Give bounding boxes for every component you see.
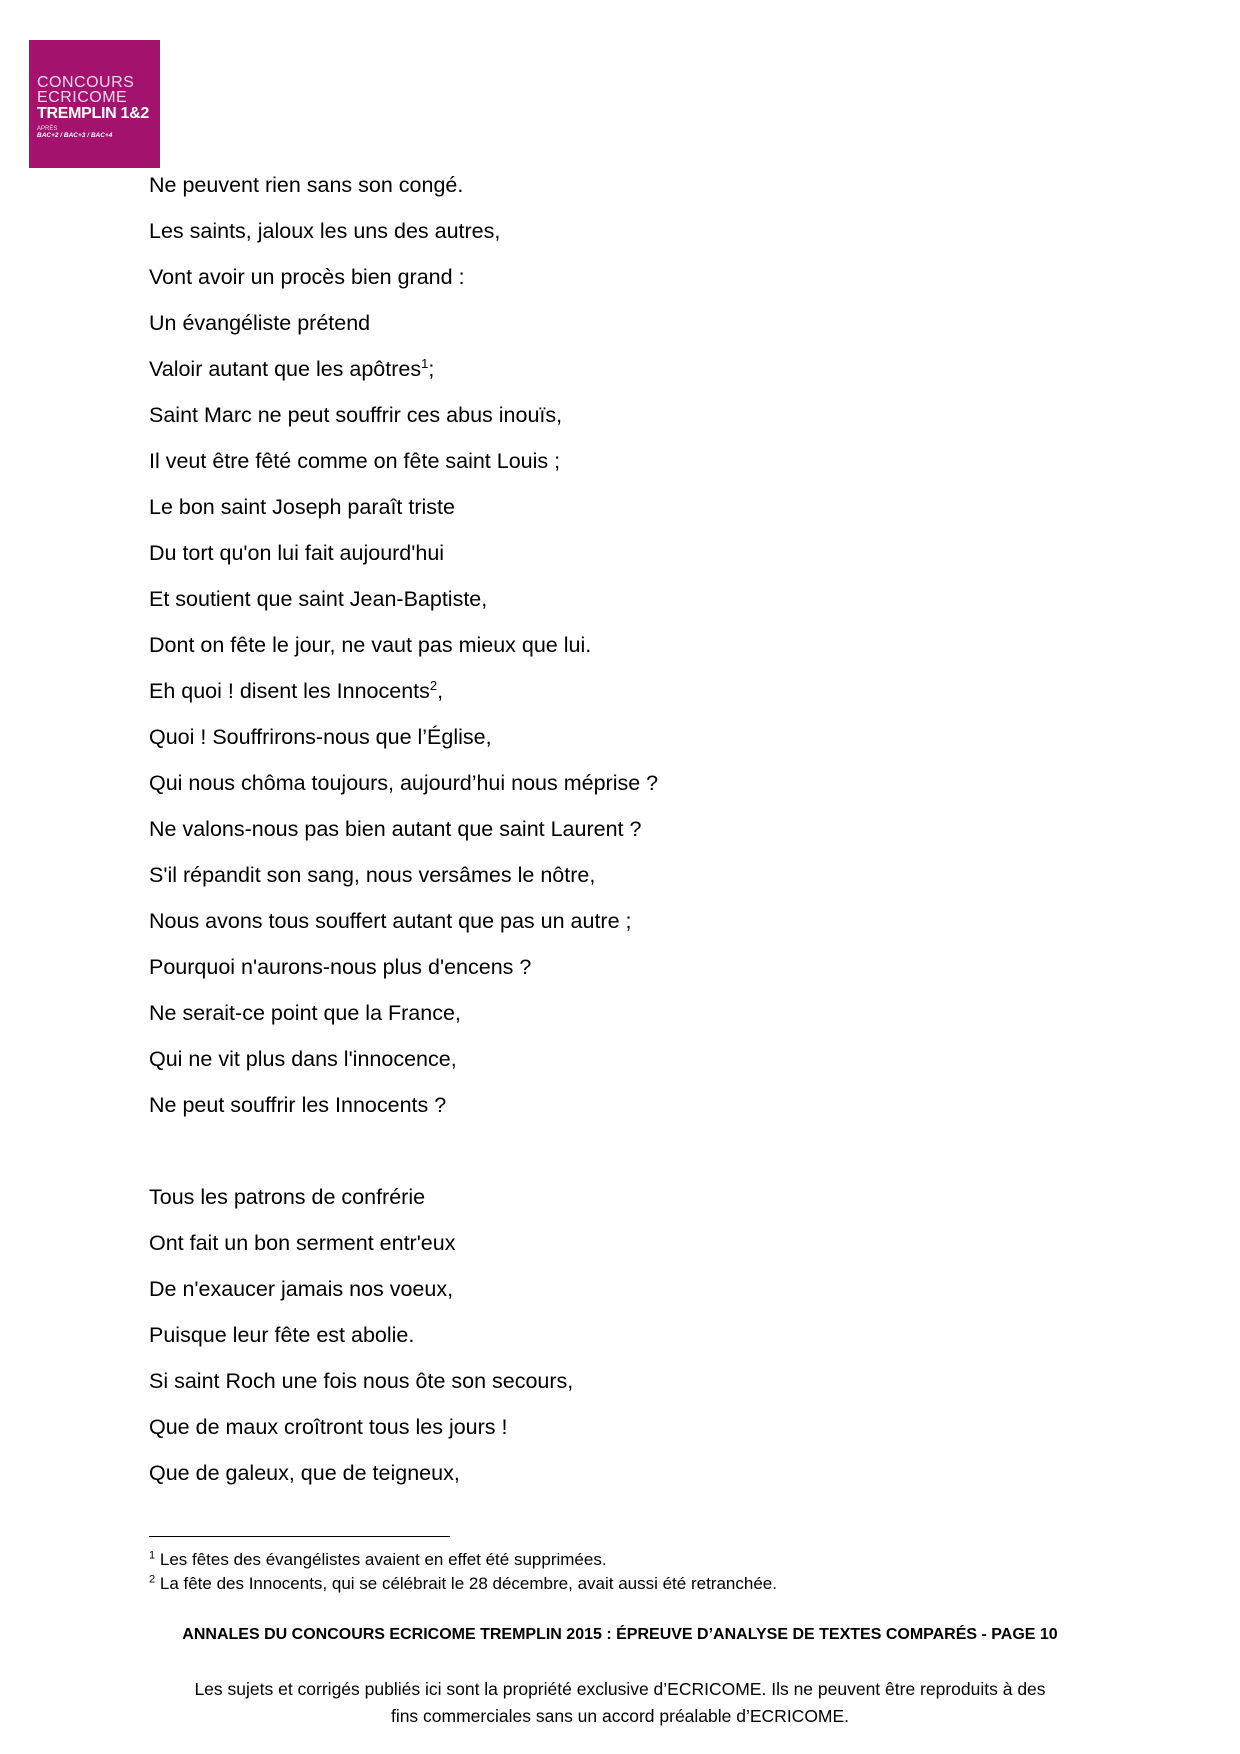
poem-line: Qui nous chôma toujours, aujourd’hui nous méprise ? <box>149 771 659 795</box>
copyright-notice <box>150 1676 1090 1730</box>
logo-line-concours: CONCOURS <box>37 74 135 91</box>
poem-line: Si saint Roch une fois nous ôte son secours, <box>149 1369 574 1393</box>
footnote-number: 2 <box>149 1573 156 1586</box>
poem-line: Et soutient que saint Jean-Baptiste, <box>149 587 488 611</box>
poem-line: Quoi ! Souffrirons-nous que l’Église, <box>149 725 492 749</box>
logo-line-apres: APRÈS <box>37 126 58 132</box>
footnote <box>149 1572 777 1596</box>
logo-line-tremplin: TREMPLIN 1&2 <box>37 105 149 122</box>
poem-line: Ne valons-nous pas bien autant que saint Laurent ? <box>149 817 642 841</box>
poem-line: Que de galeux, que de teigneux, <box>149 1461 460 1485</box>
poem-line: Ne serait-ce point que la France, <box>149 1001 461 1025</box>
footnote-text: La fête des Innocents, qui se célébrait le 28 décembre, avait aussi été retranchée. <box>159 1574 777 1593</box>
poem-line: Que de maux croîtront tous les jours ! <box>149 1415 508 1439</box>
copyright-line: fins commerciales sans un accord préalable d’ECRICOME. <box>390 1706 850 1726</box>
footnote-ref: 1 <box>421 355 429 371</box>
poem-line: De n'exaucer jamais nos voeux, <box>149 1277 454 1301</box>
poem-line: S'il répandit son sang, nous versâmes le nôtre, <box>149 863 596 887</box>
footnote-separator <box>149 1536 450 1537</box>
poem-text <box>149 168 658 1502</box>
footnote-ref: 2 <box>429 677 438 693</box>
poem-line: Dont on fête le jour, ne vaut pas mieux que lui. <box>149 633 592 657</box>
poem-line-text: Valoir autant que les apôtres <box>149 357 422 381</box>
poem-line: Le bon saint Joseph paraît triste <box>149 495 455 519</box>
poem-line: Ne peut souffrir les Innocents ? <box>149 1093 447 1117</box>
logo-line-bac: BAC+2 / BAC+3 / BAC+4 <box>37 132 113 139</box>
poem-line: Les saints, jaloux les uns des autres, <box>149 219 501 243</box>
footnotes <box>149 1548 777 1596</box>
poem-line <box>149 674 658 720</box>
poem-line: Ont fait un bon serment entr'eux <box>149 1231 456 1255</box>
poem-line: Il veut être fêté comme on fête saint Louis ; <box>149 449 561 473</box>
poem-line: Qui ne vit plus dans l'innocence, <box>149 1047 457 1071</box>
footnote-number: 1 <box>149 1549 156 1562</box>
poem-line-punct: , <box>437 679 444 703</box>
copyright-line: Les sujets et corrigés publiés ici sont la propriété exclusive d’ECRICOME. Ils ne peuvent être reproduits à des <box>194 1679 1046 1699</box>
logo-line-ecricome: ECRICOME <box>37 89 128 106</box>
poem-line: Ne peuvent rien sans son congé. <box>149 173 464 197</box>
poem-line: Pourquoi n'aurons-nous plus d'encens ? <box>149 955 532 979</box>
poem-line-punct: ; <box>428 357 435 381</box>
poem-line: Puisque leur fête est abolie. <box>149 1323 415 1347</box>
poem-line: Un évangéliste prétend <box>149 311 371 335</box>
footnote <box>149 1548 777 1572</box>
poem-line: Du tort qu'on lui fait aujourd'hui <box>149 541 445 565</box>
poem-line: Nous avons tous souffert autant que pas un autre ; <box>149 909 632 933</box>
poem-line: Tous les patrons de confrérie <box>149 1185 426 1209</box>
running-footer: ANNALES DU CONCOURS ECRICOME TREMPLIN 2015 : ÉPREUVE D’ANALYSE DE TEXTES COMPARÉS - PAGE 10 <box>182 1626 1058 1643</box>
ecricome-logo <box>29 40 160 168</box>
poem-line: Saint Marc ne peut souffrir ces abus inouïs, <box>149 403 563 427</box>
poem-line-text: Eh quoi ! disent les Innocents <box>149 679 430 703</box>
poem-line <box>149 352 658 398</box>
stanza-break <box>149 1134 658 1180</box>
footnote-text: Les fêtes des évangélistes avaient en effet été supprimées. <box>159 1550 607 1569</box>
poem-line: Vont avoir un procès bien grand : <box>149 265 465 289</box>
